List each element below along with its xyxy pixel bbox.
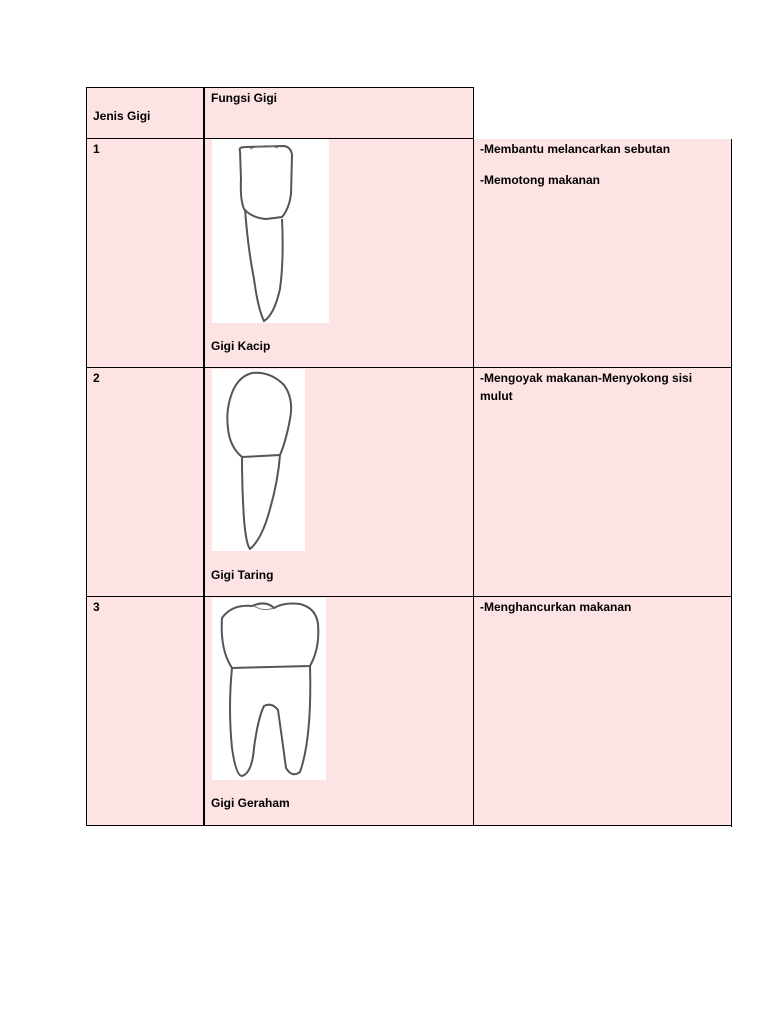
row-3-function-1: -Menghancurkan makanan <box>480 600 632 614</box>
row-2-function-1: -Mengoyak makanan-Menyokong sisi mulut <box>480 371 693 403</box>
border-top-header <box>86 87 474 88</box>
border-row1-bottom <box>86 367 732 368</box>
row-3-tooth-label: Gigi Geraham <box>211 796 290 810</box>
border-left <box>86 87 87 826</box>
row-1-function-2: -Memotong makanan <box>480 173 601 187</box>
canine-tooth-icon <box>212 369 305 551</box>
border-row1-right-top <box>731 139 732 827</box>
header-jenis-gigi: Jenis Gigi <box>93 109 151 123</box>
header-fungsi-gigi: Fungsi Gigi <box>211 91 277 105</box>
incisor-tooth-icon <box>212 139 329 323</box>
row-2-number: 2 <box>93 371 100 385</box>
row-3-number-cell <box>87 597 204 826</box>
row-3-function-cell <box>473 597 732 826</box>
row-1-number: 1 <box>93 142 100 156</box>
row-1-number-cell <box>87 139 204 368</box>
row-2-tooth-label: Gigi Taring <box>211 568 274 582</box>
molar-tooth-icon <box>212 598 326 780</box>
border-row2-bottom <box>86 596 732 597</box>
row-3-number: 3 <box>93 600 100 614</box>
row-1-function-1: -Membantu melancarkan sebutan <box>480 142 671 156</box>
row-2-number-cell <box>87 368 204 597</box>
row-1-tooth-label: Gigi Kacip <box>211 339 271 353</box>
border-col1-divider <box>203 87 205 826</box>
border-col2-divider <box>473 87 474 826</box>
border-table-bottom <box>86 825 732 826</box>
